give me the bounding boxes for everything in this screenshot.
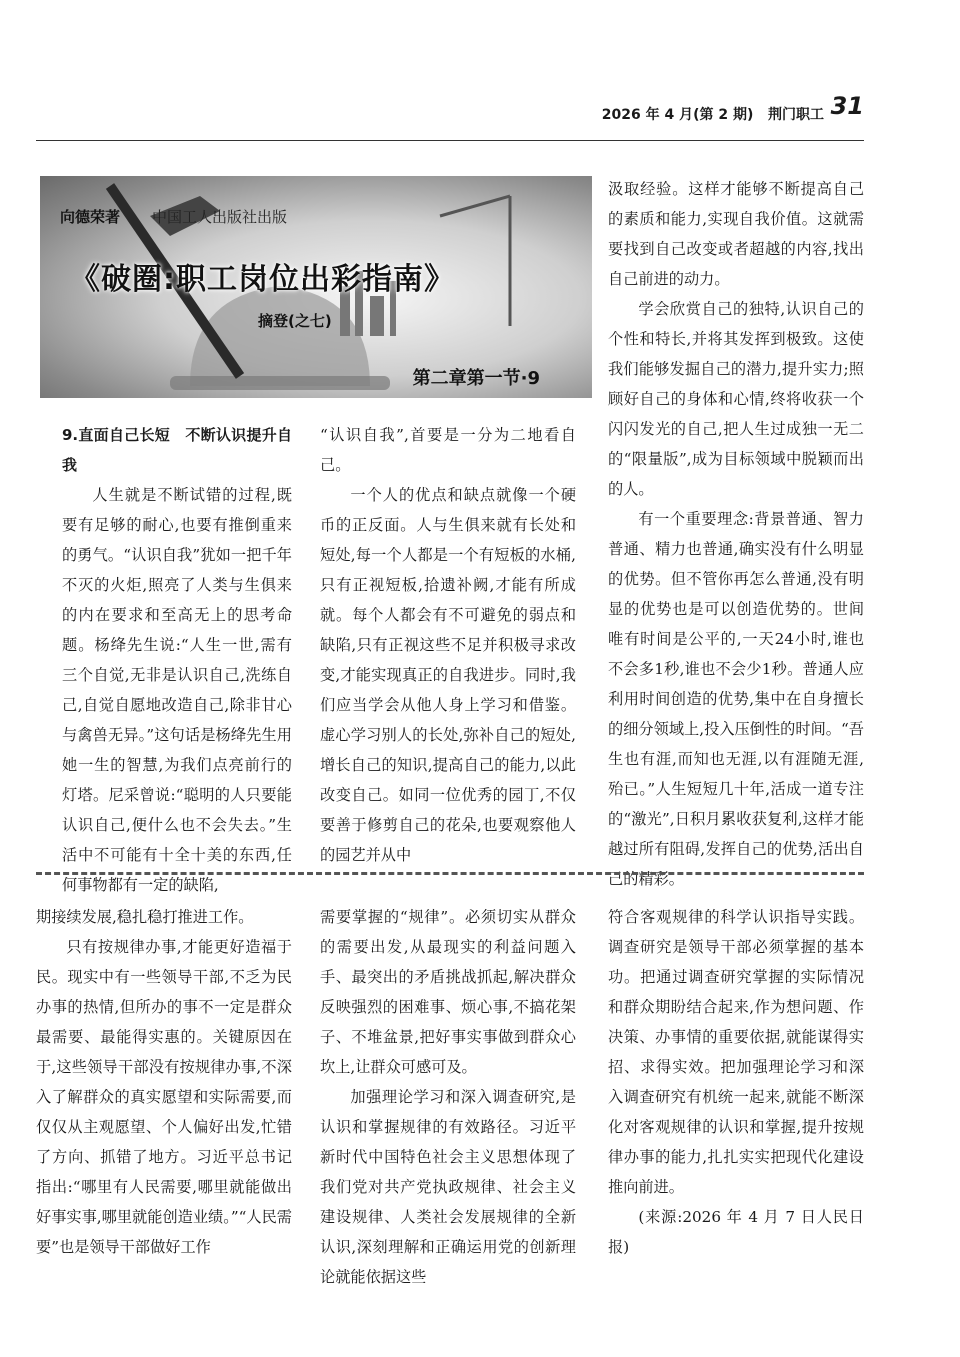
section-divider bbox=[36, 872, 864, 879]
chapter-label: 第二章第一节·9 bbox=[412, 368, 540, 389]
paragraph: 期接续发展,稳扎稳打推进工作。 bbox=[36, 908, 254, 926]
section-title: 9.直面自己长短 不断认识提升自我 bbox=[62, 426, 292, 474]
book-banner bbox=[40, 176, 592, 398]
page-number: 31 bbox=[830, 92, 864, 120]
bottom-column-2 bbox=[320, 902, 576, 1292]
issue-date: 2026 年 4 月(第 2 期) bbox=[601, 107, 754, 123]
paragraph: 符合客观规律的科学认识指导实践。调查研究是领导干部必须掌握的基本功。把通过调查研究掌握的实际情况和群众期盼结合起来,作为想问题、作决策、办事情的重要依据,就能谋得实招、求得实效。把加强理论学习和深入调查研究有机统一起来,就能不断深化对客观规律的认识和掌握,提升按规律办事的能力,扎扎实实把现代化建设推向前进。 bbox=[608, 908, 864, 1196]
top-column-2 bbox=[320, 420, 576, 870]
bottom-column-3 bbox=[608, 902, 864, 1262]
paragraph: 汲取经验。这样才能够不断提高自己的素质和能力,实现自我价值。这就需要找到自己改变或者超越的内容,找出自己前进的动力。 bbox=[608, 180, 864, 288]
bottom-column-1 bbox=[36, 902, 292, 1262]
top-column-3 bbox=[608, 174, 864, 894]
publisher: 中国工人出版社出版 bbox=[152, 208, 288, 226]
paragraph: 只有按规律办事,才能更好造福于民。现实中有一些领导干部,不乏为民办事的热情,但所办的事不一定是群众最需要、最能得实惠的。关键原因在于,这些领导干部没有按规律办事,不深入了解群众的真实愿望和实际需要,而仅仅从主观愿望、个人偏好出发,忙错了方向、抓错了地方。习近平总书记指出:“哪里有人民需要,哪里就能做出好事实事,哪里就能创造业绩。”“人民需要”也是领导干部做好工作 bbox=[36, 938, 292, 1256]
issue-info bbox=[602, 104, 824, 124]
top-column-1 bbox=[62, 420, 292, 900]
paragraph: 一个人的优点和缺点就像一个硬币的正反面。人与生俱来就有长处和短处,每一个人都是一个有短板的水桶,只有正视短板,拾遗补阙,才能有所成就。每个人都会有不可避免的弱点和缺陷,只有正视这些不足并积极寻求改变,才能实现真正的自我进步。同时,我们应当学会从他人身上学习和借鉴。虚心学习别人的长处,弥补自己的短处,增长自己的知识,提高自己的能力,以此改变自己。如同一位优秀的园丁,不仅要善于修剪自己的花朵,也要观察他人的园艺并从中 bbox=[320, 486, 576, 864]
source-note: (来源:2026 年 4 月 7 日人民日报) bbox=[608, 1208, 864, 1256]
paragraph: 人生就是不断试错的过程,既要有足够的耐心,也要有推倒重来的勇气。“认识自我”犹如一把千年不灭的火炬,照亮了人类与生俱来的内在要求和至高无上的思考命题。杨绛先生说:“人生一世,需有三个自觉,无非是认识自己,洗练自己,自觉自愿地改造自己,除非甘心与禽兽无异。”这句话是杨绛先生用她一生的智慧,为我们点亮前行的灯塔。尼采曾说:“聪明的人只要能认识自己,便什么也不会失去。”生活中不可能有十全十美的东西,任何事物都有一定的缺陷, bbox=[62, 486, 292, 894]
book-title: 《破圈:职工岗位出彩指南》 bbox=[70, 262, 455, 297]
paragraph: 学会欣赏自己的独特,认识自己的个性和特长,并将其发挥到极致。这使我们能够发掘自己的潜力,提升实力;照顾好自己的身体和心情,终将收获一个闪闪发光的自己,把人生过成独一无二的“限量版”,成为目标领域中脱颖而出的人。 bbox=[608, 300, 864, 498]
author: 向德荣著 bbox=[60, 208, 121, 226]
paragraph: 加强理论学习和深入调查研究,是认识和掌握规律的有效路径。习近平新时代中国特色社会主义思想体现了我们党对共产党执政规律、社会主义建设规律、人类社会发展规律的全新认识,深刻理解和正确运用党的创新理论就能依据这些 bbox=[320, 1088, 576, 1286]
magazine-name: 荆门职工 bbox=[768, 107, 824, 123]
paragraph: 有一个重要理念:背景普通、智力普通、精力也普通,确实没有什么明显的优势。但不管你再怎么普通,没有明显的优势也是可以创造优势的。世间唯有时间是公平的,一天24小时,谁也不会多1秒,谁也不会少1秒。普通人应利用时间创造的优势,集中在自身擅长的细分领域上,投入压倒性的时间。“吾生也有涯,而知也无涯,以有涯随无涯,殆已。”人生短短几十年,活成一道专注的“激光”,日积月累收获复利,这样才能越过所有阻碍,发挥自己的优势,活出自己的精彩。 bbox=[608, 510, 864, 888]
header-rule bbox=[36, 140, 864, 141]
paragraph: “认识自我”,首要是一分为二地看自己。 bbox=[320, 426, 576, 474]
paragraph: 需要掌握的“规律”。必须切实从群众的需要出发,从最现实的利益问题入手、最突出的矛盾挑战抓起,解决群众反映强烈的困难事、烦心事,不搞花架子、不堆盆景,把好事实事做到群众心坎上,让群众可感可及。 bbox=[320, 908, 576, 1076]
page-header bbox=[36, 92, 864, 132]
excerpt-label: 摘登(之七) bbox=[258, 312, 332, 330]
